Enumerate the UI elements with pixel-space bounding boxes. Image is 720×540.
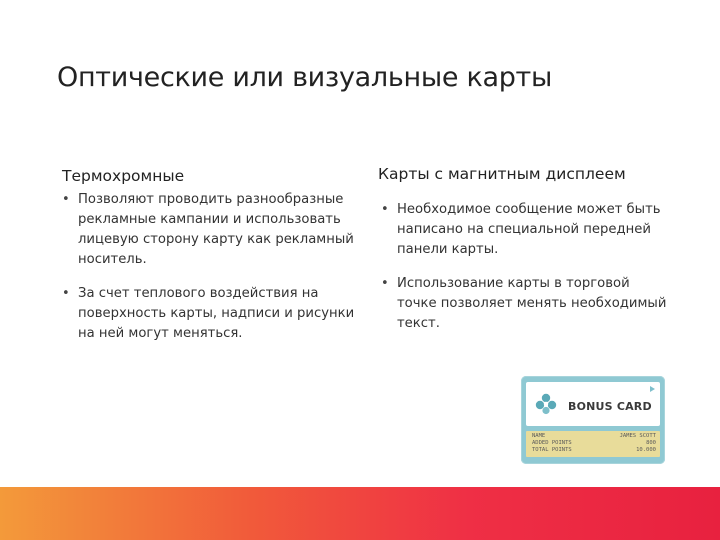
card-row-value: 800	[646, 440, 656, 446]
bullet-dot-icon: •	[62, 192, 70, 207]
bonus-card-image	[521, 376, 665, 464]
bullet-item	[62, 284, 368, 344]
bullet-text: Позволяют проводить разнообразные рекламные кампании и использовать лицевую сторону карту как рекламный носитель.	[78, 192, 354, 267]
bullet-item	[62, 190, 368, 270]
slide-title: Оптические или визуальные карты	[57, 62, 552, 93]
clover-logo-icon	[534, 392, 558, 416]
card-row-label: ADDED POINTS	[532, 440, 572, 446]
footer-gradient-bar	[0, 487, 720, 540]
bullet-dot-icon: •	[381, 202, 389, 217]
play-arrow-icon	[650, 386, 655, 392]
right-column-heading: Карты с магнитным дисплеем	[378, 165, 626, 183]
left-bullet-list	[62, 190, 368, 358]
bullet-item	[381, 200, 671, 260]
bullet-item	[381, 274, 671, 334]
card-brand: BONUS CARD	[568, 400, 652, 413]
card-top-panel	[526, 382, 660, 426]
card-info-strip	[526, 431, 660, 457]
card-row-label: NAME	[532, 433, 546, 439]
card-row-value: 10.000	[636, 447, 656, 453]
card-row-value: JAMES SCOTT	[619, 433, 656, 439]
right-bullet-list	[381, 200, 671, 348]
card-row-label: TOTAL POINTS	[532, 447, 572, 453]
bullet-text: Необходимое сообщение может быть написано на специальной передней панели карты.	[397, 202, 661, 257]
left-column-heading: Термохромные	[62, 167, 185, 185]
bullet-text: Использование карты в торговой точке позволяет менять необходимый текст.	[397, 276, 667, 331]
bullet-dot-icon: •	[62, 286, 70, 301]
bullet-dot-icon: •	[381, 276, 389, 291]
bullet-text: За счет теплового воздействия на поверхность карты, надписи и рисунки на ней могут меняться.	[78, 286, 355, 341]
